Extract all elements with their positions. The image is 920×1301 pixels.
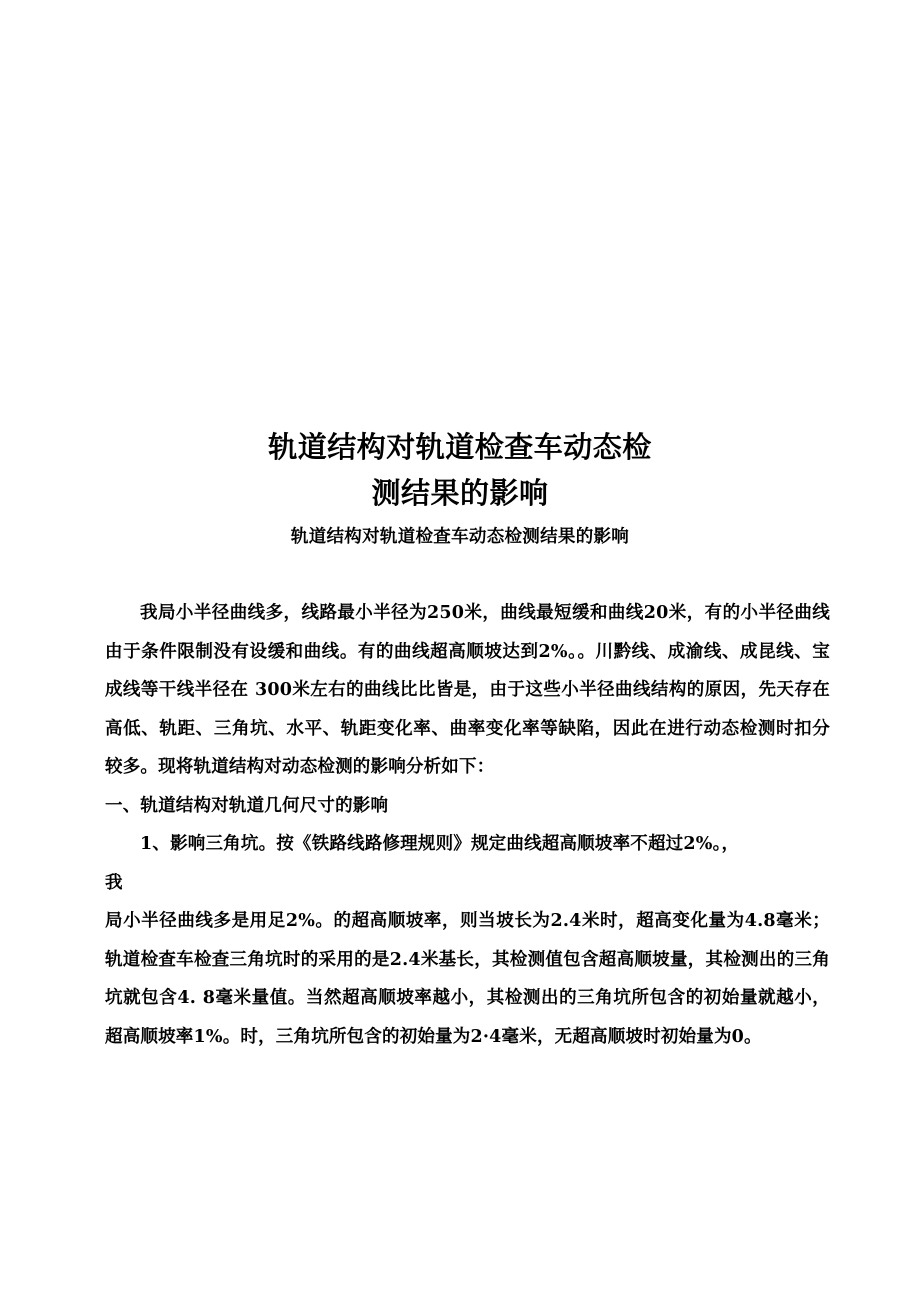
numbered-item-1-part-b: 局小半径曲线多是用足2%。的超高顺坡率，则当坡长为2.4米时，超高变化量为4.8毫米；轨道检查车检查三角坑时的采用的是2.4米基长，其检测值包含超高顺坡量，其检测出的三角坑就包含4. 8毫米量值。当然超高顺坡率越小，其检测出的三角坑所包含的初始量就越小，超高顺坡率1%。时，三角坑所包含的初始量为2·4毫米，无超高顺坡时初始量为0。	[105, 911, 830, 1047]
title-block	[0, 424, 920, 552]
document-title-line-1: 轨道结构对轨道检查车动态检	[268, 430, 652, 464]
document-subtitle: 轨道结构对轨道检查车动态检测结果的影响	[290, 527, 630, 547]
numbered-item-1-part-a: 1、影响三角坑。按《铁路线路修理规则》规定曲线超高顺坡率不超过2%。，	[140, 834, 740, 854]
body-paragraph-1: 我局小半径曲线多，线路最小半径为250米，曲线最短缓和曲线20米，有的小半径曲线由于条件限制没有设缓和曲线。有的曲线超高顺坡达到2%。。川黔线、成渝线、成昆线、宝成线等干线半径在 300米左右的曲线比比皆是，由于这些小半径曲线结构的原因，先天存在高低、轨距、三角坑、水平、轨距变化率、曲率变化率等缺陷，因此在进行动态检测时扣分较多。现将轨道结构对动态检测的影响分析如下：	[105, 603, 830, 777]
top-margin-spacer	[0, 0, 920, 424]
document-title-line-2: 测结果的影响	[371, 476, 549, 510]
section-heading-1: 一、轨道结构对轨道几何尺寸的影响	[105, 795, 389, 816]
orphan-character-line: 我	[105, 872, 123, 893]
document-body	[0, 594, 920, 1056]
